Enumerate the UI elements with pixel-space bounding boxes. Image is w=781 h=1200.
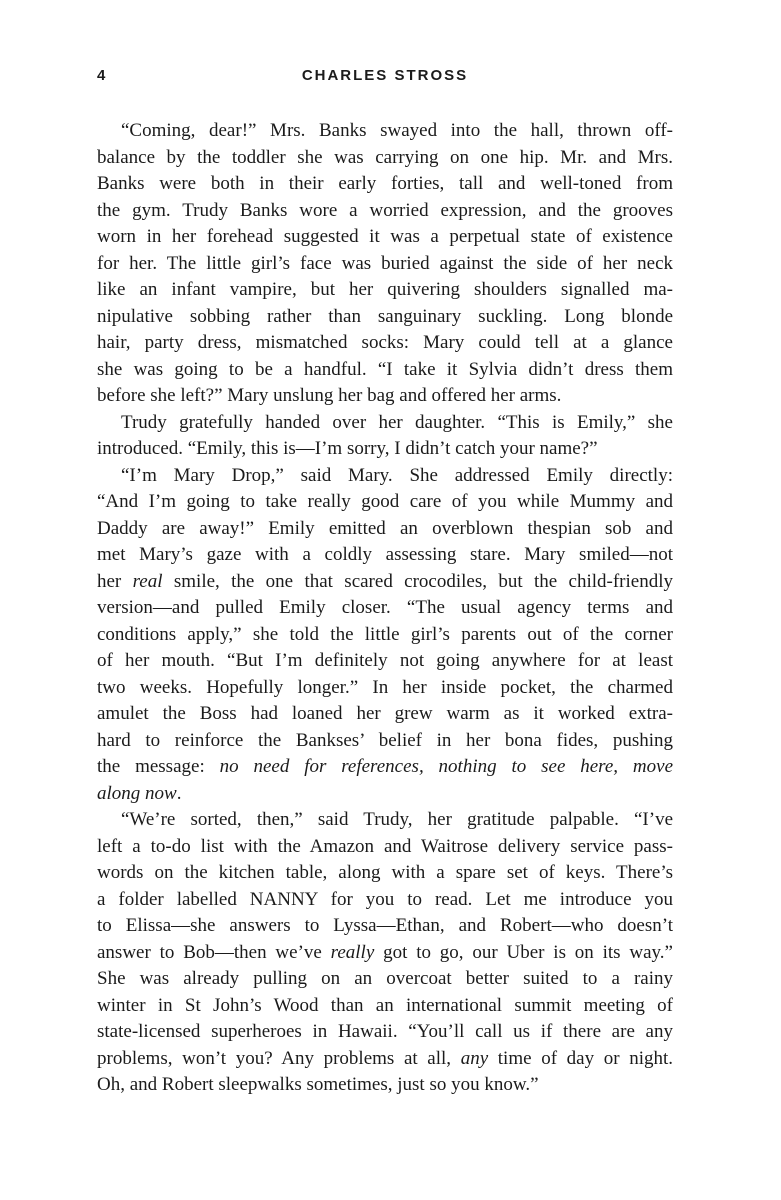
italic-run: no need for references, nothing to see here, move bbox=[219, 756, 674, 777]
text-line: the gym. Trudy Banks wore a worried expression, and the grooves bbox=[97, 199, 673, 221]
text-run: problems, won’t you? Any problems at all, bbox=[97, 1047, 461, 1069]
text-line: conditions apply,” she told the little girl’s parents out of the corner bbox=[97, 623, 673, 645]
text-line: met Mary’s gaze with a coldly assessing stare. Mary smiled—not bbox=[97, 544, 673, 565]
text-run: got to go, our Uber is on its way.” bbox=[374, 941, 673, 963]
text-line: Oh, and Robert sleepwalks sometimes, just so you know.” bbox=[97, 1074, 539, 1095]
text-line: “Coming, dear!” Mrs. Banks swayed into the hall, thrown off- bbox=[121, 120, 673, 141]
text-line: state-licensed superheroes in Hawaii. “You’ll call us if there are any bbox=[97, 1021, 673, 1042]
running-head bbox=[97, 64, 673, 88]
text-line: Daddy are away!” Emily emitted an overblown thespian sob and bbox=[97, 517, 673, 539]
text-line: hard to reinforce the Bankses’ belief in her bona fides, pushing bbox=[97, 729, 673, 751]
text-line: of her mouth. “But I’m definitely not going anywhere for at least bbox=[97, 650, 673, 671]
running-head-author: CHARLES STROSS bbox=[301, 67, 469, 84]
text-line bbox=[97, 781, 673, 808]
text-line: she was going to be a handful. “I take it Sylvia didn’t dress them bbox=[97, 358, 673, 380]
text-line: a folder labelled NANNY for you to read. Let me introduce you bbox=[97, 888, 673, 910]
text-run: smile, the one that scared crocodiles, but the child-friendly bbox=[162, 570, 673, 592]
text-run: the message: bbox=[97, 756, 220, 777]
text-line: nipulative sobbing rather than sanguinary suckling. Long blonde bbox=[97, 305, 673, 327]
text-line: worn in her forehead suggested it was a perpetual state of existence bbox=[97, 226, 673, 247]
text-run: time of day or night. bbox=[488, 1047, 674, 1069]
text-line: words on the kitchen table, along with a spare set of keys. There’s bbox=[97, 862, 673, 883]
text-line bbox=[97, 940, 673, 967]
text-line: introduced. “Emily, this is—I’m sorry, I didn’t catch your name?” bbox=[97, 438, 598, 459]
italic-run: really bbox=[330, 941, 375, 963]
text-line bbox=[97, 1046, 673, 1073]
italic-run: real bbox=[132, 570, 163, 592]
text-line: winter in St John’s Wood than an international summit meeting of bbox=[97, 994, 673, 1016]
text-line: amulet the Boss had loaned her grew warm as it worked extra- bbox=[97, 703, 673, 724]
text-run: answer to Bob—then we’ve bbox=[97, 941, 331, 963]
text-run: . bbox=[176, 782, 182, 804]
body-text bbox=[97, 118, 673, 1099]
text-line: two weeks. Hopefully longer.” In her inside pocket, the charmed bbox=[97, 676, 673, 698]
text-line: “And I’m going to take really good care of you while Mummy and bbox=[97, 491, 673, 512]
text-line: balance by the toddler she was carrying on one hip. Mr. and Mrs. bbox=[97, 146, 673, 168]
text-line bbox=[97, 754, 673, 781]
text-line: left a to-do list with the Amazon and Waitrose delivery service pass- bbox=[97, 835, 673, 857]
text-line: before she left?” Mary unslung her bag and offered her arms. bbox=[97, 385, 562, 406]
text-line: “We’re sorted, then,” said Trudy, her gratitude palpable. “I’ve bbox=[121, 809, 673, 830]
text-line: to Elissa—she answers to Lyssa—Ethan, and Robert—who doesn’t bbox=[97, 915, 673, 936]
text-line: Banks were both in their early forties, tall and well-toned from bbox=[97, 173, 673, 194]
text-line: version—and pulled Emily closer. “The usual agency terms and bbox=[97, 597, 673, 618]
italic-run: along now bbox=[97, 782, 177, 804]
text-line bbox=[97, 569, 673, 596]
text-line: like an infant vampire, but her quivering shoulders signalled ma- bbox=[97, 279, 673, 300]
text-line: “I’m Mary Drop,” said Mary. She addressed Emily directly: bbox=[121, 464, 673, 486]
text-line: Trudy gratefully handed over her daughter. “This is Emily,” she bbox=[121, 411, 673, 433]
text-line: for her. The little girl’s face was buried against the side of her neck bbox=[97, 252, 673, 274]
italic-run: any bbox=[460, 1047, 489, 1069]
text-line: hair, party dress, mismatched socks: Mary could tell at a glance bbox=[97, 332, 673, 353]
page-number: 4 bbox=[97, 67, 106, 84]
text-run: her bbox=[97, 570, 133, 592]
text-line: She was already pulling on an overcoat better suited to a rainy bbox=[97, 968, 673, 989]
